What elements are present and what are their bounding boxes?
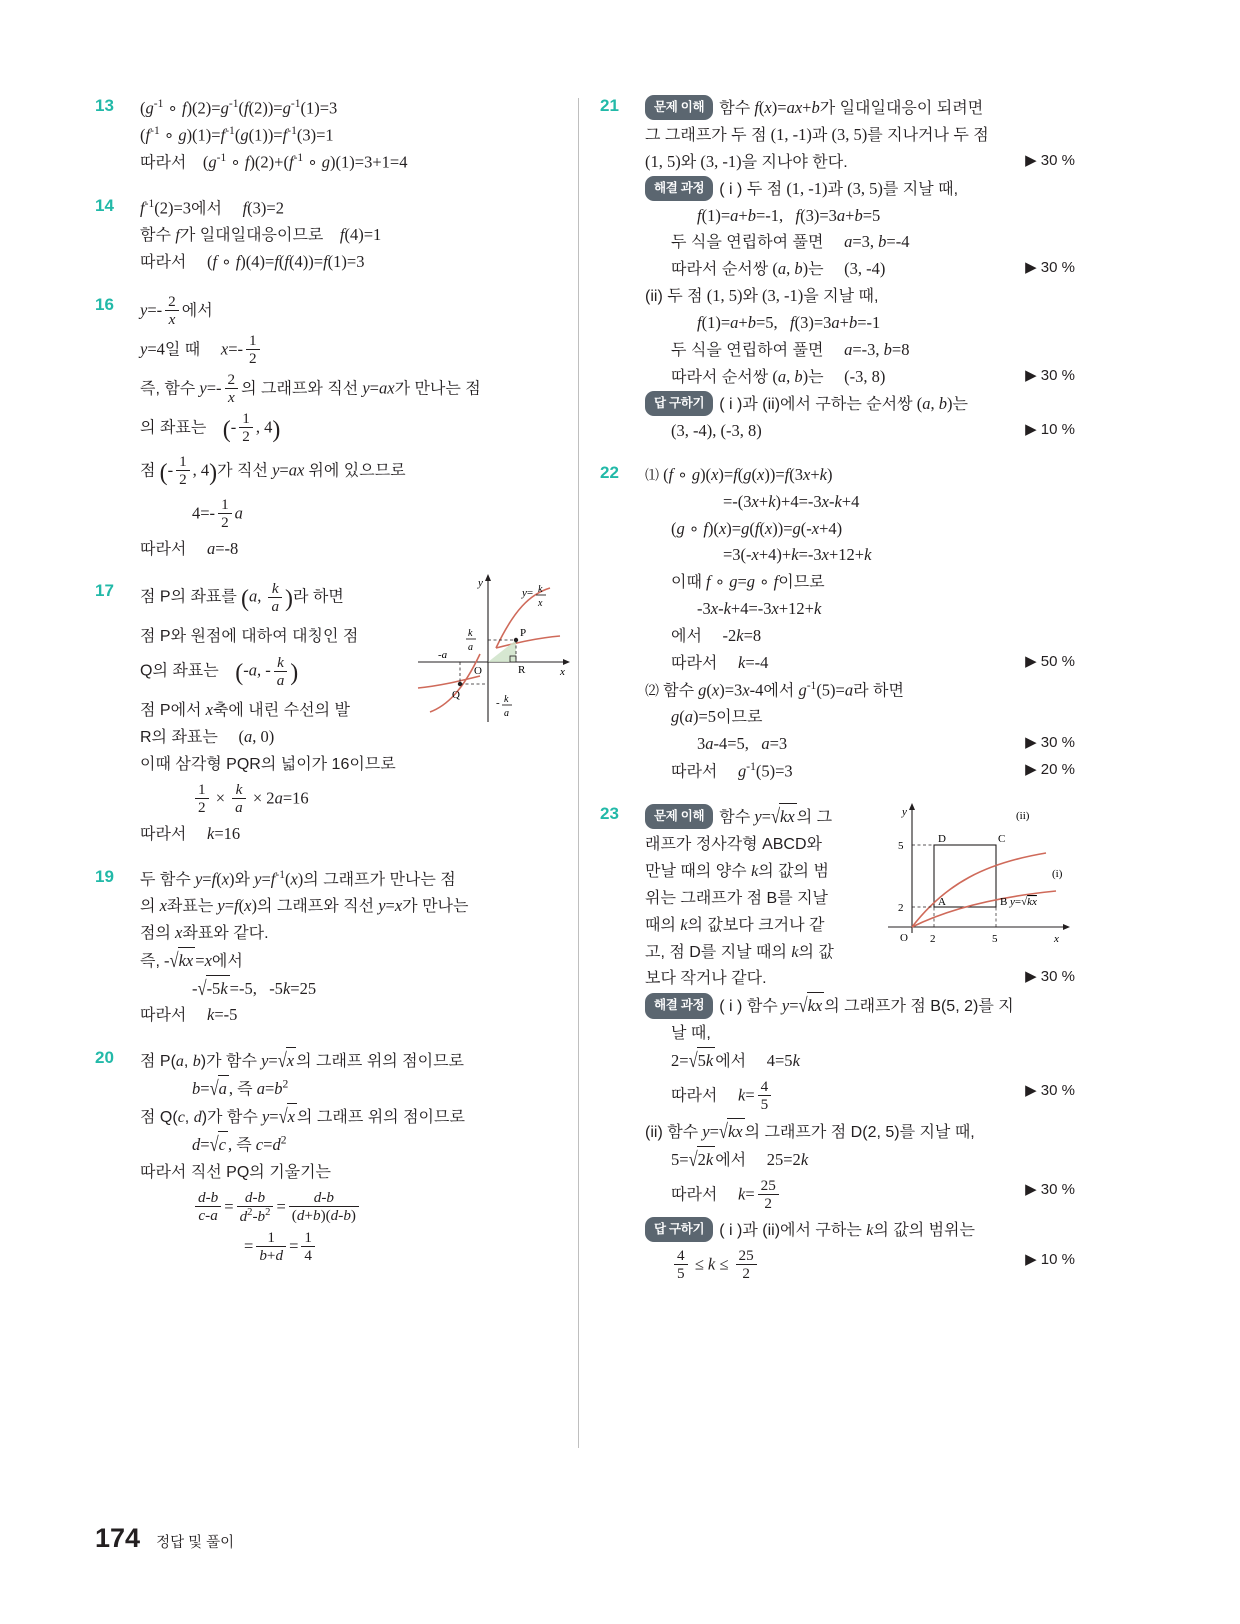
- solution-line: 문제 이해 함수 f(x)=ax+b가 일대일대응이 되려면: [645, 95, 1075, 122]
- svg-text:k: k: [504, 694, 509, 706]
- solution-line: 해결 과정 ( i ) 함수 y=√kx 의 그래프가 점 B(5, 2)를 지: [645, 992, 1075, 1020]
- svg-text:5: 5: [898, 839, 904, 852]
- page-footer: [95, 1523, 234, 1554]
- item-number: 16: [95, 295, 114, 315]
- solution-line: f(1)=a+b=5, f(3)=3a+b=-1: [697, 313, 881, 333]
- solution-line: -√-5k =-5, -5k=25: [140, 975, 570, 1003]
- solution-line: 고, 점 D를 지날 때의 k의 값: [645, 943, 834, 961]
- svg-text:k: k: [468, 628, 473, 640]
- solution-line: (g ∘ f)(x)=g(f(x))=g(-x+4): [671, 518, 843, 538]
- solution-line: 그 그래프가 두 점 (1, -1)과 (3, 5)를 지나거나 두 점: [645, 124, 989, 144]
- svg-text:y: y: [478, 577, 483, 590]
- solution-line: 두 식을 연립하여 풀면 a=3, b=-4: [671, 232, 910, 252]
- solution-line: y=4일 때 x=- $\frac{1}{2}$: [140, 333, 570, 368]
- solution-line: 보다 작거나 같다. ▶ 30 %: [645, 965, 1075, 992]
- solution-line: Q의 좌표는 (-a, - $\frac{k}{a}$ ): [140, 653, 299, 689]
- score-label: ▶ 30 %: [1025, 151, 1075, 169]
- solution-item-17: [95, 577, 570, 847]
- svg-text:x: x: [560, 666, 565, 679]
- solution-line: 점 P에서 x축에 내린 수선의 발: [140, 699, 350, 719]
- solution-line: 의 x좌표는 y=f(x)의 그래프와 직선 y=x가 만나는: [140, 895, 469, 915]
- solution-line: 위는 그래프가 점 B를 지날: [645, 889, 829, 907]
- svg-text:a: a: [504, 708, 509, 720]
- solution-line: ($f^{-1}$ ∘ $g)(1)=f^{-1}(g(1))=f^{-1}(3)=1$: [140, 125, 334, 145]
- solution-line: = $\frac{1}{b+d}$ = $\frac{1}{4}$: [140, 1230, 570, 1265]
- solution-line: (3, -4), (-3, 8) ▶ 10 %: [645, 418, 1075, 445]
- solution-line: 따라서 (f ∘ f)(4)=f(f(4))=f(1)=3: [140, 252, 365, 272]
- solution-line: $\frac{4}{5}$ ≤ k ≤ $\frac{25}{2}$ ▶ 10 %: [645, 1248, 1075, 1283]
- badge-process: 해결 과정: [645, 993, 713, 1018]
- svg-text:O: O: [474, 665, 482, 678]
- solution-line: ($g^{-1}$ ∘ $f)(2)=g^{-1}(f(2))=g^{-1}(1)=3$: [140, 98, 338, 118]
- svg-text:P: P: [520, 627, 527, 640]
- svg-text:R: R: [518, 664, 526, 677]
- score-label: ▶ 30 %: [1025, 259, 1075, 277]
- solution-line: 따라서 k=-5: [140, 1005, 238, 1025]
- solution-line: 따라서 k= $\frac{25}{2}$ ▶ 30 %: [671, 1176, 1075, 1212]
- solution-item-13: [95, 95, 570, 177]
- solution-line: ⑵ 함수 g(x)=3x-4에서 $g^{-1}(5)=a$라 하면: [645, 679, 904, 700]
- solution-line: 따라서 ($g^{-1}$ ∘ $f)(2)+(f^{-1}$ ∘ g)(1)=3+1=4: [140, 152, 408, 172]
- solution-line: ⑴ (f ∘ g)(x)=f(g(x))=f(3x+k): [645, 465, 833, 485]
- svg-text:C: C: [998, 832, 1006, 845]
- solution-line: y=- $\frac{2}{x}$ 에서: [140, 293, 213, 329]
- solution-line: 따라서 a=-8: [140, 538, 239, 558]
- solution-line: b=√a , 즉 $a=b^2$: [140, 1075, 570, 1103]
- solution-line: (1, 5)와 (3, -1)을 지나야 한다. ▶ 30 %: [645, 149, 1075, 176]
- badge-understand: 문제 이해: [645, 804, 713, 829]
- solution-item-14: [95, 195, 570, 276]
- solution-line: 2=√5k 에서 4=5k: [645, 1047, 1075, 1075]
- solution-line: 점 P의 좌표를 (a, $\frac{k}{a}$ )라 하면: [140, 579, 344, 615]
- score-label: ▶ 30 %: [1025, 366, 1075, 384]
- solution-item-19: [95, 866, 570, 1030]
- score-label: ▶ 30 %: [1025, 1180, 1075, 1198]
- solution-line: -3x-k+4=-3x+12+k: [697, 599, 822, 618]
- svg-text:B: B: [1000, 895, 1008, 908]
- badge-answer: 답 구하기: [645, 1217, 713, 1242]
- solution-item-16: [95, 294, 570, 562]
- badge-understand: 문제 이해: [645, 95, 713, 120]
- solution-line: (ii) 함수 y=√kx 의 그래프가 점 D(2, 5)를 지날 때,: [645, 1118, 1075, 1146]
- svg-text:x: x: [538, 598, 543, 610]
- page-number: 174: [95, 1523, 141, 1553]
- solution-line: 함수 f가 일대일대응이므로 f(4)=1: [140, 225, 382, 245]
- solution-line: 즉, -√kx =x에서: [140, 947, 570, 975]
- svg-text:(i): (i): [1052, 867, 1063, 880]
- solution-line: f(1)=a+b=-1, f(3)=3a+b=5: [697, 205, 881, 225]
- svg-text:-a: -a: [438, 649, 448, 662]
- item-number: 20: [95, 1048, 114, 1068]
- right-column: [600, 95, 1075, 1301]
- solution-line: 점 Q(c, d)가 함수 y=√x 의 그래프 위의 점이므로: [140, 1103, 570, 1131]
- solution-line: 답 구하기 ( i )과 (ii)에서 구하는 순서쌍 (a, b)는: [645, 391, 1075, 418]
- solution-line: 즉, 함수 y=- $\frac{2}{x}$ 의 그래프와 직선 y=ax가 만나는 점: [140, 371, 481, 407]
- item-number: 17: [95, 581, 114, 601]
- svg-text:k: k: [538, 584, 543, 596]
- solution-line: 따라서 순서쌍 (a, b)는 (-3, 8) ▶ 30 %: [645, 364, 1075, 391]
- solution-line: 두 식을 연립하여 풀면 a=-3, b=8: [671, 339, 910, 359]
- solution-line: 만날 때의 양수 k의 값의 범: [645, 862, 829, 880]
- item-number: 21: [600, 96, 619, 115]
- solution-line: 따라서 $g^{-1}(5)=3$ ▶ 20 %: [645, 758, 1075, 785]
- solution-line: 5=√2k 에서 25=2k: [645, 1146, 1075, 1174]
- solution-line: 점의 x좌표와 같다.: [140, 922, 269, 942]
- solution-line: 문제 이해 함수 y=√kx 의 그: [645, 803, 1075, 831]
- svg-text:-: -: [496, 697, 500, 710]
- solution-line: (ii) 두 점 (1, 5)와 (3, -1)을 지날 때,: [645, 286, 879, 306]
- solution-line: 따라서 k=16: [140, 823, 241, 843]
- item-number: 22: [600, 463, 619, 483]
- solution-line: 점 P와 원점에 대하여 대칭인 점: [140, 628, 359, 646]
- score-label: ▶ 30 %: [1025, 1082, 1075, 1100]
- solution-line: 따라서 직선 PQ의 기울기는: [140, 1163, 332, 1181]
- score-label: ▶ 10 %: [1025, 1250, 1075, 1268]
- solution-line: 의 좌표는 (- $\frac{1}{2}$ , 4): [140, 410, 281, 446]
- score-label: ▶ 20 %: [1025, 760, 1075, 778]
- solution-line: 이때 f ∘ g=g ∘ f이므로: [671, 572, 825, 592]
- solution-line: 래프가 정사각형 ABCD와: [645, 835, 822, 853]
- item-number: 13: [95, 96, 114, 115]
- item-number: 19: [95, 866, 114, 886]
- solution-line: 3a-4=5, a=3 ▶ 30 %: [645, 731, 1075, 758]
- solution-line: =3(-x+4)+k=-3x+12+k: [723, 545, 872, 565]
- solution-line: 점 P(a, b)가 함수 y=√x 의 그래프 위의 점이므로: [140, 1047, 570, 1075]
- score-label: ▶ 10 %: [1025, 420, 1075, 438]
- svg-text:x: x: [1054, 932, 1059, 945]
- column-divider: [578, 98, 579, 1448]
- solution-line: 해결 과정 ( i ) 두 점 (1, -1)과 (3, 5)를 지날 때,: [645, 176, 1075, 203]
- solution-line: 에서 -2k=8: [671, 625, 762, 645]
- solution-line: 따라서 k= $\frac{4}{5}$ ▶ 30 %: [671, 1078, 1075, 1114]
- solution-item-23: [600, 803, 1075, 1283]
- solution-line: 때의 k의 값보다 크거나 같: [645, 916, 825, 934]
- solution-line: 점 (- $\frac{1}{2}$ , 4)가 직선 y=ax 위에 있으므로: [140, 453, 406, 489]
- solution-line: 4=- $\frac{1}{2}$ a: [192, 495, 243, 531]
- svg-text:Q: Q: [452, 689, 460, 702]
- solution-line: $f^{-1}(2)=3$에서 f(3)=2: [140, 197, 284, 218]
- square-root-graph-figure: [876, 797, 1081, 972]
- svg-text:A: A: [938, 895, 946, 908]
- svg-text:O: O: [900, 931, 908, 944]
- left-column: [95, 95, 570, 1283]
- solution-line: 답 구하기 ( i )과 (ii)에서 구하는 k의 값의 범위는: [645, 1217, 1075, 1244]
- score-label: ▶ 30 %: [1025, 733, 1075, 751]
- svg-text:D: D: [938, 832, 946, 845]
- badge-process: 해결 과정: [645, 176, 713, 201]
- solution-line: $\frac{d-b}{c-a}$ = $\frac{d-b}{d^2-b^2}$ = $\frac{d-b}{(d+b)(d-b)}$: [140, 1190, 570, 1226]
- score-label: ▶ 30 %: [1025, 968, 1075, 986]
- solution-line: 따라서 k=-4 ▶ 50 %: [645, 650, 1075, 677]
- solution-line: 두 함수 y=f(x)와 $y=f^{-1}(x)$의 그래프가 만나는 점: [140, 868, 456, 888]
- badge-answer: 답 구하기: [645, 391, 713, 416]
- svg-text:y=√kx: y=√kx: [1010, 895, 1037, 908]
- footer-label: 정답 및 풀이: [156, 1535, 235, 1551]
- solution-line: $\frac{1}{2}$ × $\frac{k}{a}$ × 2a=16: [140, 782, 570, 817]
- item-number: 23: [600, 803, 619, 823]
- svg-text:5: 5: [992, 932, 998, 945]
- item-number: 14: [95, 195, 114, 215]
- svg-text:(ii): (ii): [1016, 809, 1030, 822]
- svg-text:2: 2: [930, 932, 936, 945]
- solution-line: =-(3x+k)+4=-3x-k+4: [723, 491, 860, 511]
- hyperbola-figure: [410, 570, 580, 745]
- svg-text:y=: y=: [522, 587, 534, 600]
- solution-item-22: [600, 462, 1075, 785]
- solution-line: d=√c , 즉 $c=d^2$: [140, 1131, 570, 1159]
- svg-text:y: y: [902, 805, 907, 818]
- solution-item-21: [600, 95, 1075, 444]
- svg-text:2: 2: [898, 901, 904, 914]
- score-label: ▶ 50 %: [1025, 652, 1075, 670]
- svg-text:a: a: [468, 642, 473, 654]
- solution-line: g(a)=5이므로: [671, 706, 763, 726]
- solution-line: 따라서 순서쌍 (a, b)는 (3, -4) ▶ 30 %: [645, 256, 1075, 283]
- solution-line: R의 좌표는 (a, 0): [140, 726, 275, 746]
- solution-line: 날 때,: [671, 1025, 711, 1043]
- solution-item-20: [95, 1047, 570, 1265]
- solution-line: 이때 삼각형 PQR의 넓이가 16이므로: [140, 755, 396, 773]
